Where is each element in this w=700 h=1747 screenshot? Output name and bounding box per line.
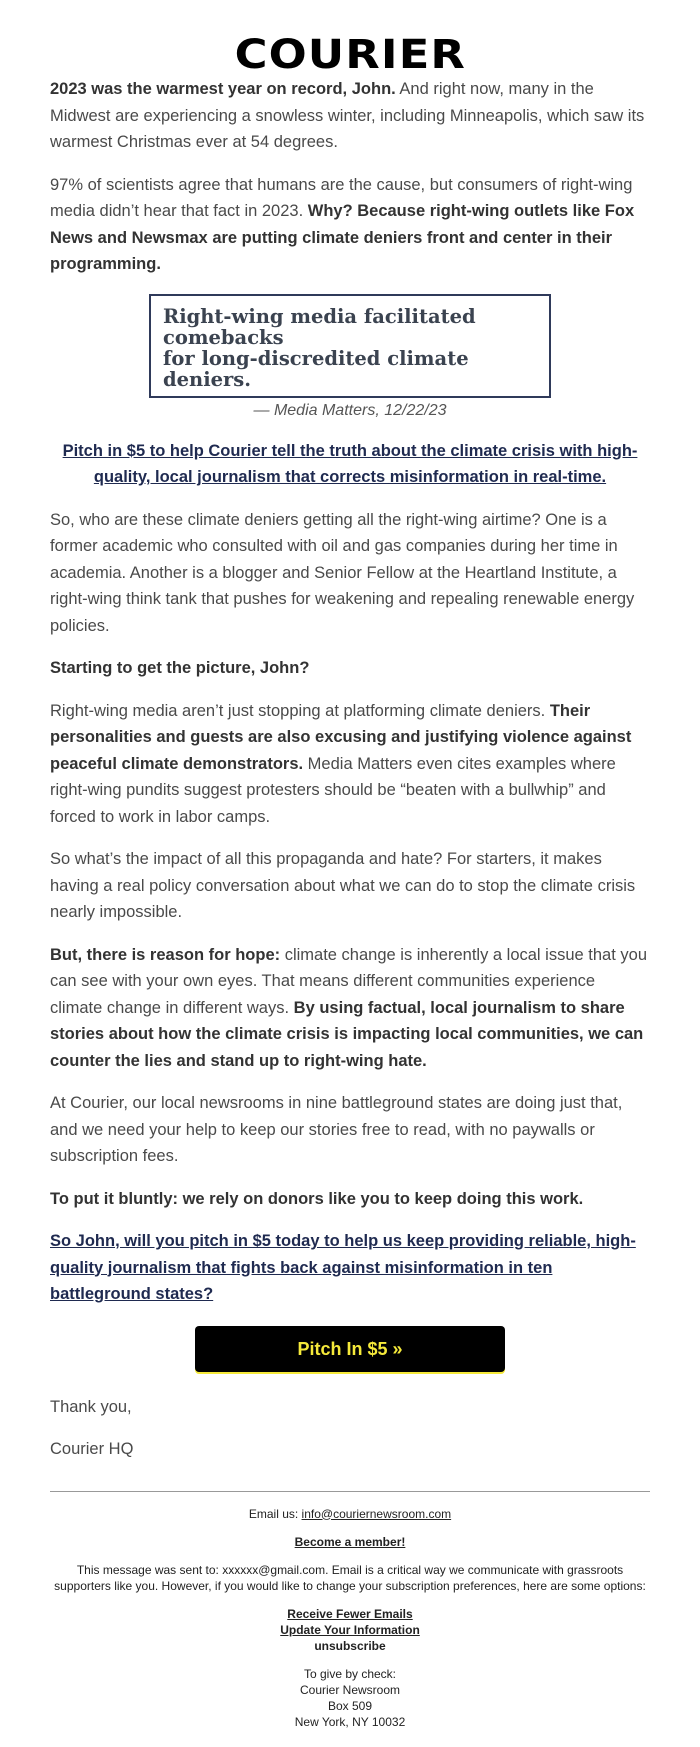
intro-rest: And right now, many in the Midwest are experiencing a snowless winter, including Minneapolis, which saw its warmest Christmas ever at 54 degrees. [50, 80, 645, 151]
check-title: To give by check: [303, 1666, 397, 1681]
footer-divider [50, 1491, 650, 1492]
para9-bold: To put it bluntly: we rely on donors like you to keep doing this work. [50, 1189, 584, 1208]
footer-sent-to: This message was sent to: xxxxxx@gmail.com. Email is a critical way we communicate with grassroots supporters like you. However, if you would like to change your subscription preferences, here are some options: [54, 1562, 646, 1593]
brand-logo [0, 0, 700, 76]
paragraph-newsrooms: At Courier, our local newsrooms in nine battleground states are doing just that, and we need your help to keep our stories free to read, with no paywalls or subscription fees. [50, 1094, 623, 1165]
para7-bold2: By using factual, local journalism to share stories about how the climate crisis is impacting local communities, we can counter the lies and stand up to right-wing hate. [50, 998, 644, 1070]
para2-text: 97% of scientists agree that humans are the cause, but consumers of right-wing media didn’t hear that fact in 2023. [50, 175, 633, 220]
para5-text1: Right-wing media aren’t just stopping at platforming climate deniers. [50, 701, 550, 720]
intro-paragraph [50, 76, 650, 156]
signoff-thanks: Thank you, [50, 1397, 132, 1416]
email-body [50, 76, 650, 1463]
donate-link-top[interactable]: Pitch in $5 to help Courier tell the truth about the climate crisis with high-quality, local journalism that corrects misinformation in real-time. [62, 441, 638, 486]
footer-email-line [50, 1506, 650, 1522]
signoff-sender: Courier HQ [50, 1440, 134, 1458]
become-member-link[interactable]: Become a member! [294, 1534, 406, 1549]
brand-name: COURIER [234, 32, 466, 78]
button-wrap [50, 1326, 650, 1372]
email-link[interactable]: info@couriernewsroom.com [301, 1506, 452, 1521]
para5-text2: Media Matters even cites examples where right-wing pundits suggest protesters should be “beaten with a bullwhip” and forced to work in labor camps. [50, 754, 616, 826]
paragraph-bluntly [50, 1186, 650, 1213]
paragraph-picture [50, 655, 650, 682]
paragraph-deniers: So, who are these climate deniers getting all the right-wing airtime? One is a former academic who consulted with oil and gas companies during her time in academia. Another is a blogger and Senior Fellow at the Heartland Institute, a right-wing think tank that pushes for weakening and repealing renewable energy policies. [50, 510, 635, 635]
para5-bold: Their personalities and guests are also excusing and justifying violence against peaceful climate demonstrators. [50, 701, 632, 773]
footer-options [50, 1606, 650, 1654]
paragraph-scientists [50, 172, 650, 278]
paragraph-impact: So what’s the impact of all this propaganda and hate? For starters, it makes having a real policy conversation about what we can do to stop the climate crisis nearly impossible. [50, 850, 636, 921]
update-information-link[interactable]: Update Your Information [280, 1622, 420, 1637]
email-prefix: Email us: [248, 1506, 302, 1521]
donate-link-ask[interactable]: So John, will you pitch in $5 today to help us keep providing reliable, high-quality journalism that fights back against misinformation in ten battleground states? [50, 1232, 636, 1303]
address-line-3: New York, NY 10032 [294, 1714, 406, 1729]
para4-bold: Starting to get the picture, John? [50, 659, 310, 677]
footer-member-line [50, 1534, 650, 1550]
quote-line-1: Right-wing media facilitated comebacks [163, 304, 476, 349]
para7-bold1: But, there is reason for hope: [50, 945, 281, 964]
quote-line-2: for long-discredited climate deniers. [163, 346, 469, 391]
para2-bold: Why? Because right-wing outlets like Fox News and Newsmax are putting climate deniers front and center in their programming. [50, 202, 635, 273]
para7-text: climate change is inherently a local issue that you can see with your own eyes. That means different communities experience climate change in different ways. [50, 945, 647, 1017]
pitch-in-button[interactable]: Pitch In $5 » [195, 1326, 505, 1372]
footer [50, 1506, 650, 1730]
quote-source: — Media Matters, 12/22/23 [253, 401, 447, 419]
unsubscribe-link[interactable]: unsubscribe [314, 1638, 386, 1653]
quote-box [149, 294, 551, 398]
pull-quote [50, 294, 650, 420]
address-line-2: Box 509 [327, 1698, 373, 1713]
paragraph-violence [50, 698, 650, 831]
address-line-1: Courier Newsroom [299, 1682, 401, 1697]
footer-address [50, 1666, 650, 1730]
receive-fewer-emails-link[interactable]: Receive Fewer Emails [287, 1606, 413, 1621]
paragraph-hope [50, 942, 650, 1075]
intro-lead: 2023 was the warmest year on record, John. [50, 80, 396, 98]
